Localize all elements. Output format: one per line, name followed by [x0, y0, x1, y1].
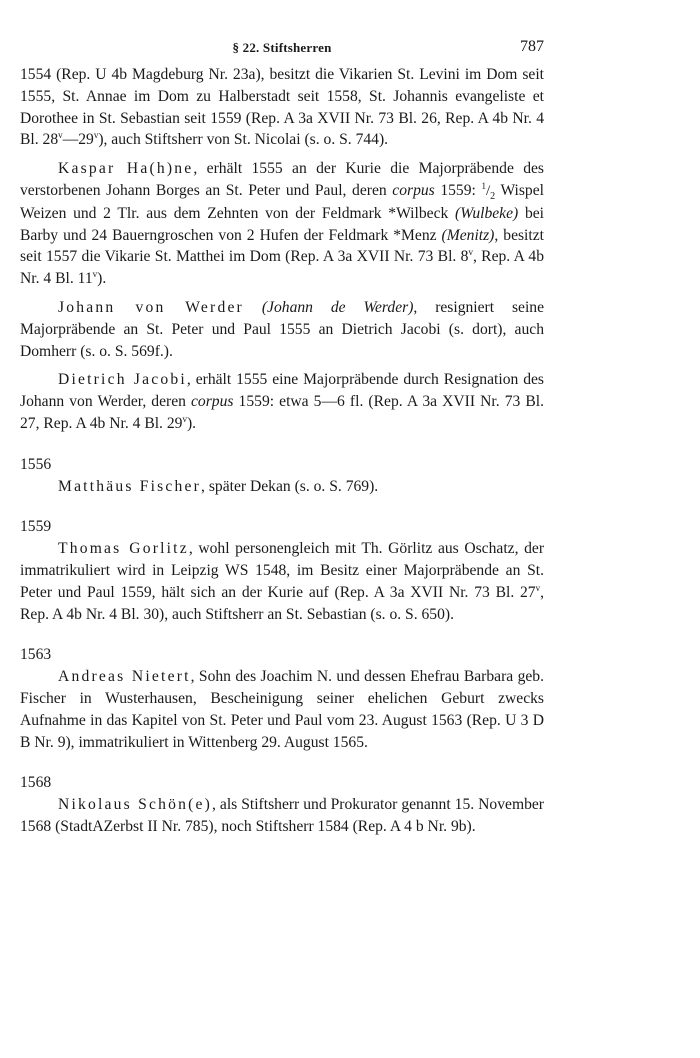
entry-johann-von-werder: Johann von Werder (Johann de Werder), resigniert seine Majorpräbende an St. Peter und Paul 1555 an Dietrich Jacobi (s. dort), auch Domherr (s. o. S. 569f.).: [20, 298, 545, 360]
running-title: § 22. Stiftsherren: [232, 40, 332, 55]
running-header: [20, 38, 544, 58]
person-name: Andreas Nietert: [58, 668, 191, 686]
entry-dietrich-jacobi: Dietrich Jacobi, erhält 1555 eine Majorpräbende durch Resignation des Johann von Werder, deren corpus 1559: etwa 5—6 fl. (Rep. A 3a XVII Nr. 73 Bl. 27, Rep. A 4b Nr. 4 Bl. 29$^v$).: [20, 371, 545, 432]
year-heading: 1568: [20, 774, 52, 792]
person-name: Kaspar Ha(h)ne: [58, 160, 194, 178]
person-name: Thomas Gorlitz: [58, 540, 189, 558]
entry-nikolaus-schoene: Nikolaus Schön(e), als Stiftsherr und Prokurator genannt 15. November 1568 (StadtAZerbst II Nr. 785), noch Stiftsherr 1584 (Rep. A 4 b Nr. 9b).: [20, 796, 544, 835]
entry-matthaeus-fischer: Matthäus Fischer, später Dekan (s. o. S. 769).: [58, 477, 379, 495]
person-name: Johann von Werder: [58, 298, 244, 316]
year-heading: 1556: [20, 455, 52, 473]
entry-kaspar-hahne: Kaspar Ha(h)ne, erhält 1555 an der Kurie die Majorpräbende des verstorbenen Johann Borges an St. Peter und Paul, deren corpus 1559: $^1/_2$ Wispel Weizen und 2 Tlr. aus dem Zehnten von der Feldmark *Wilbeck (Wulbeke) bei Barby und 24 Bauerngroschen von 2 Hufen der Feldmark *Menz (Menitz), besitzt seit 1557 die Vikarie St. Matthei im Dom (Rep. A 3a XVII Nr. 73 Bl. 8$^v$, Rep. A 4b Nr. 4 Bl. 11$^v$).: [20, 160, 544, 288]
fraction: $^1/_2$: [481, 180, 496, 202]
page-number: 787: [520, 38, 544, 55]
entry-thomas-gorlitz: Thomas Gorlitz, wohl personengleich mit Th. Görlitz aus Oschatz, der immatrikuliert wird in Leipzig WS 1548, im Besitz einer Majorpräbende an St. Peter und Paul 1559, hält sich an der Kurie auf (Rep. A 3a XVII Nr. 73 Bl. 27$^v$, Rep. A 4b Nr. 4 Bl. 30), auch Stiftsherr an St. Sebastian (s. o. S. 650).: [20, 540, 545, 623]
person-name: Nikolaus Schön(e): [58, 796, 212, 814]
entry-paragraph-continued: 1554 (Rep. U 4b Magdeburg Nr. 23a), besitzt die Vikarien St. Levini im Dom seit 1555, St. Annae im Dom zu Halberstadt seit 1558, St. Johannis evangeliste et Dorothee in St. Sebastian seit 1559 (Rep. A 3a XVII Nr. 73 Bl. 26, Rep. A 4b Nr. 4 Bl. 28$^v$—29$^v$), auch Stiftsherr von St. Nicolai (s. o. S. 744).: [20, 66, 544, 149]
entry-andreas-nietert: Andreas Nietert, Sohn des Joachim N. und dessen Ehefrau Barbara geb. Fischer in Wusterhausen, Bescheinigung seiner ehelichen Geburt zwecks Aufnahme in das Kapitel von St. Peter und Paul vom 23. August 1563 (Rep. U 3 D B Nr. 9), immatrikuliert in Wittenberg 29. August 1565.: [20, 668, 544, 751]
page-body: [20, 64, 544, 838]
year-heading: 1559: [20, 518, 52, 536]
person-name: Dietrich Jacobi: [58, 371, 187, 389]
person-name: Matthäus Fischer: [58, 477, 202, 495]
year-heading: 1563: [20, 646, 52, 664]
